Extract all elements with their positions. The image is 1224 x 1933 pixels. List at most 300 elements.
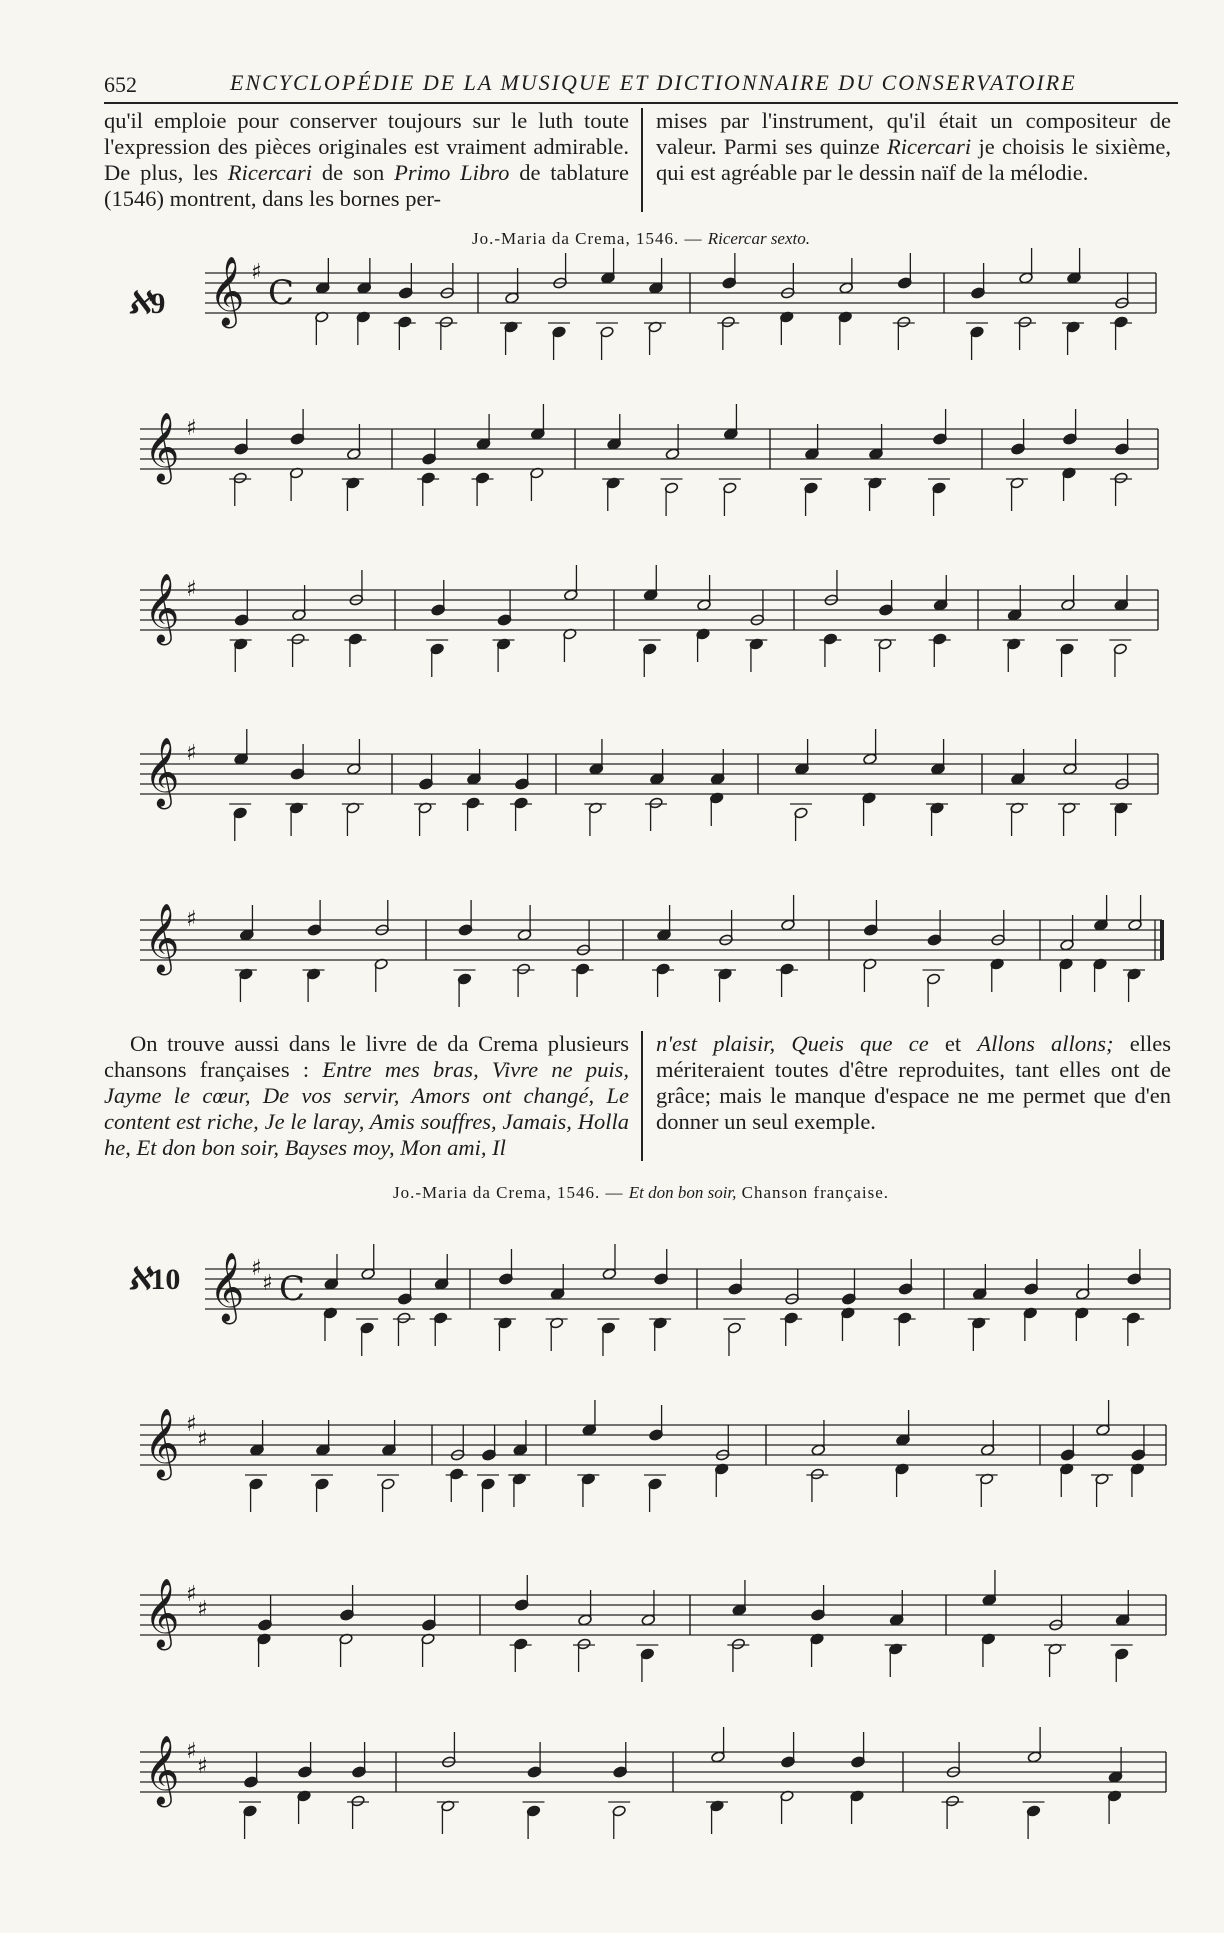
note-head xyxy=(640,1648,654,1660)
note-head xyxy=(613,1766,628,1778)
example-10-caption xyxy=(104,1183,1178,1203)
note-head xyxy=(838,311,852,323)
italic-text: n'est plaisir, Queis que ce xyxy=(656,1031,929,1056)
note-head xyxy=(711,1751,726,1763)
note-head xyxy=(839,282,854,294)
intro-text xyxy=(104,108,1178,212)
note-head xyxy=(516,963,530,975)
note-head xyxy=(324,1278,339,1290)
note-head xyxy=(864,924,879,936)
note-head xyxy=(339,1633,353,1645)
note-head xyxy=(710,1800,724,1812)
note-head xyxy=(575,963,589,975)
note-head xyxy=(780,1790,794,1802)
note-head xyxy=(696,628,710,640)
note-head xyxy=(723,482,737,494)
note-head xyxy=(351,1795,365,1807)
note-head xyxy=(315,311,329,323)
note-head xyxy=(980,1444,995,1456)
note-head xyxy=(851,1756,866,1768)
note-head xyxy=(781,1756,796,1768)
note-head xyxy=(552,326,566,338)
text-run: et xyxy=(928,1031,978,1056)
italic-text: Ricercari xyxy=(887,134,972,159)
treble-clef: 𝄞 xyxy=(144,1578,180,1648)
note-head xyxy=(589,763,604,775)
note-head xyxy=(850,1790,864,1802)
note-head xyxy=(234,614,249,626)
note-head xyxy=(972,1317,986,1329)
note-head xyxy=(612,1805,626,1817)
key-sharp: ♯ xyxy=(186,1739,197,1764)
page-number: 652 xyxy=(104,72,137,97)
key-sharp: ♯ xyxy=(197,1597,208,1622)
chanson-text-right-column xyxy=(643,1031,1171,1161)
note-head xyxy=(564,589,579,601)
caption-title: Ricercar sexto. xyxy=(707,229,810,248)
note-head xyxy=(1115,1614,1130,1626)
note-head xyxy=(239,968,253,980)
note-head xyxy=(517,929,532,941)
note-head xyxy=(869,448,884,460)
note-head xyxy=(292,609,307,621)
note-head xyxy=(576,944,591,956)
note-head xyxy=(550,1288,565,1300)
note-head xyxy=(346,477,360,489)
note-head xyxy=(895,1463,909,1475)
note-head xyxy=(710,792,724,804)
note-head xyxy=(1024,1283,1039,1295)
note-head xyxy=(972,1288,987,1300)
note-head xyxy=(721,316,735,328)
note-head xyxy=(1067,272,1082,284)
note-head xyxy=(715,1449,730,1461)
note-head xyxy=(434,1312,448,1324)
note-head xyxy=(450,1449,465,1461)
page-header xyxy=(104,66,1178,104)
note-head xyxy=(315,1478,329,1490)
note-head xyxy=(649,1429,664,1441)
paragraph xyxy=(104,108,629,212)
note-head xyxy=(643,589,658,601)
note-head xyxy=(361,1268,376,1280)
note-head xyxy=(249,1478,263,1490)
note-head xyxy=(316,1444,331,1456)
key-sharp: ♯ xyxy=(197,1754,208,1779)
note-head xyxy=(1060,1463,1074,1475)
note-head xyxy=(897,316,911,328)
note-head xyxy=(697,599,712,611)
note-head xyxy=(930,802,944,814)
note-head xyxy=(1007,609,1022,621)
note-head xyxy=(243,1805,257,1817)
note-head xyxy=(1093,958,1107,970)
note-head xyxy=(862,792,876,804)
note-head xyxy=(811,1444,826,1456)
note-head xyxy=(421,1633,435,1645)
note-head xyxy=(431,604,446,616)
note-head xyxy=(434,1278,449,1290)
note-head xyxy=(718,968,732,980)
note-head xyxy=(657,929,672,941)
note-head xyxy=(422,453,437,465)
note-head xyxy=(514,1638,528,1650)
note-head xyxy=(1011,773,1026,785)
key-sharp: ♯ xyxy=(186,741,197,766)
treble-clef: 𝄞 xyxy=(144,1735,180,1805)
note-head xyxy=(1066,321,1080,333)
note-head xyxy=(527,1766,542,1778)
note-head xyxy=(863,753,878,765)
note-head xyxy=(933,633,947,645)
note-head xyxy=(514,797,528,809)
note-head xyxy=(290,433,305,445)
note-head xyxy=(374,958,388,970)
note-head xyxy=(805,448,820,460)
note-head xyxy=(810,1633,824,1645)
paragraph xyxy=(656,108,1171,186)
note-head xyxy=(234,753,249,765)
note-head xyxy=(1127,968,1141,980)
treble-clef: 𝄞 xyxy=(209,1252,245,1322)
note-head xyxy=(607,438,622,450)
note-head xyxy=(375,924,390,936)
key-sharp: ♯ xyxy=(262,1271,273,1296)
key-sharp: ♯ xyxy=(186,1412,197,1437)
note-head xyxy=(1094,919,1109,931)
note-head xyxy=(1063,433,1078,445)
note-head xyxy=(649,282,664,294)
note-head xyxy=(722,277,737,289)
note-head xyxy=(504,321,518,333)
note-head xyxy=(515,778,530,790)
note-head xyxy=(240,929,255,941)
example-10-label xyxy=(128,1262,180,1297)
note-head xyxy=(727,1322,741,1334)
note-head xyxy=(1115,778,1130,790)
note-head xyxy=(440,287,455,299)
note-head xyxy=(1023,1307,1037,1319)
note-head xyxy=(971,287,986,299)
note-head xyxy=(811,1609,826,1621)
example-9-label xyxy=(128,286,165,321)
note-head xyxy=(498,1317,512,1329)
note-head xyxy=(1107,1790,1121,1802)
note-head xyxy=(1061,599,1076,611)
note-head xyxy=(1010,802,1024,814)
note-head xyxy=(665,448,680,460)
text-run: elles mériteraient toutes d'être reproduites, tant elles ont de grâce; mais le manque d'espace ne me permet que d'en donner un seul exemple. xyxy=(656,1031,1171,1134)
note-head xyxy=(563,628,577,640)
note-head xyxy=(898,1312,912,1324)
note-head xyxy=(514,1599,529,1611)
note-head xyxy=(467,773,482,785)
text-run: de son xyxy=(312,160,395,185)
note-head xyxy=(1115,297,1130,309)
note-head xyxy=(398,287,413,299)
key-sharp: ♯ xyxy=(251,1256,262,1281)
note-head xyxy=(794,807,808,819)
note-head xyxy=(458,924,473,936)
note-head xyxy=(1011,443,1026,455)
example-symbol: ℵ xyxy=(128,286,151,321)
italic-text: Allons allons; xyxy=(977,1031,1114,1056)
note-head xyxy=(349,594,364,606)
note-head xyxy=(889,1643,903,1655)
note-head xyxy=(457,973,471,985)
example-number: 9 xyxy=(150,287,166,320)
note-head xyxy=(780,287,795,299)
note-head xyxy=(653,1317,667,1329)
note-head xyxy=(602,1268,617,1280)
note-head xyxy=(945,1795,959,1807)
note-head xyxy=(1127,1273,1142,1285)
note-head xyxy=(482,1449,497,1461)
example-symbol: ℵ xyxy=(128,1262,151,1297)
note-head xyxy=(289,467,303,479)
note-head xyxy=(421,472,435,484)
note-head xyxy=(356,311,370,323)
note-head xyxy=(439,316,453,328)
time-signature: C xyxy=(268,273,295,313)
note-head xyxy=(896,1434,911,1446)
note-head xyxy=(931,763,946,775)
note-head xyxy=(348,633,362,645)
note-head xyxy=(898,1283,913,1295)
note-head xyxy=(810,1468,824,1480)
key-sharp: ♯ xyxy=(186,577,197,602)
note-head xyxy=(496,638,510,650)
paragraph xyxy=(656,1031,1171,1135)
note-head xyxy=(823,633,837,645)
note-head xyxy=(526,1805,540,1817)
note-head xyxy=(785,1293,800,1305)
note-head xyxy=(991,934,1006,946)
note-head xyxy=(1114,802,1128,814)
note-head xyxy=(297,1790,311,1802)
note-head xyxy=(381,1478,395,1490)
note-head xyxy=(1027,1751,1042,1763)
note-head xyxy=(1010,477,1024,489)
note-head xyxy=(710,773,725,785)
note-head xyxy=(441,1800,455,1812)
treble-clef: 𝄞 xyxy=(144,737,180,807)
note-head xyxy=(306,968,320,980)
note-head xyxy=(531,428,546,440)
note-head xyxy=(731,1638,745,1650)
note-head xyxy=(654,1273,669,1285)
note-head xyxy=(601,1322,615,1334)
note-head xyxy=(422,1619,437,1631)
key-sharp: ♯ xyxy=(197,1427,208,1452)
note-head xyxy=(466,797,480,809)
note-head xyxy=(1060,643,1074,655)
note-head xyxy=(233,807,247,819)
note-head xyxy=(650,773,665,785)
note-head xyxy=(307,924,322,936)
note-head xyxy=(497,614,512,626)
note-head xyxy=(244,1776,259,1788)
example-9-caption xyxy=(104,229,1178,249)
note-head xyxy=(1063,763,1078,775)
note-head xyxy=(418,802,432,814)
note-head xyxy=(588,802,602,814)
note-head xyxy=(234,638,248,650)
key-sharp: ♯ xyxy=(186,416,197,441)
note-head xyxy=(1115,1648,1129,1660)
caption-attribution: Jo.-Maria da Crema, 1546. — xyxy=(471,229,708,248)
treble-clef: 𝄞 xyxy=(144,903,180,973)
note-head xyxy=(578,1614,593,1626)
caption-title: Et don bon soir, xyxy=(628,1183,737,1202)
note-head xyxy=(980,1473,994,1485)
note-head xyxy=(323,1307,337,1319)
note-head xyxy=(724,428,739,440)
note-head xyxy=(715,1463,729,1475)
note-head xyxy=(291,633,305,645)
note-head xyxy=(581,1473,595,1485)
note-head xyxy=(1128,919,1143,931)
note-head xyxy=(553,277,568,289)
note-head xyxy=(1075,1288,1090,1300)
note-head xyxy=(863,958,877,970)
note-head xyxy=(1130,1463,1144,1475)
note-head xyxy=(347,763,362,775)
note-head xyxy=(476,438,491,450)
paragraph xyxy=(104,1031,629,1161)
note-head xyxy=(505,292,520,304)
note-head xyxy=(795,763,810,775)
italic-text: Entre mes bras, Vivre ne puis, Jayme le cœur, De vos servir, Amors ont changé, Le content est riche, Je le laray, Amis souffres, Jamais, Holla he, Et don bon soir, Bayses moy, Mon ami, Il xyxy=(104,1057,630,1160)
note-head xyxy=(1126,1312,1140,1324)
note-head xyxy=(1131,1449,1146,1461)
note-head xyxy=(649,797,663,809)
note-head xyxy=(512,1473,526,1485)
note-head xyxy=(398,316,412,328)
note-head xyxy=(879,604,894,616)
note-head xyxy=(289,802,303,814)
note-head xyxy=(258,1619,273,1631)
note-head xyxy=(946,1766,961,1778)
note-head xyxy=(450,1468,464,1480)
note-head xyxy=(643,643,657,655)
example-number: 10 xyxy=(150,1263,181,1296)
note-head xyxy=(641,1614,656,1626)
note-head xyxy=(1019,272,1034,284)
note-head xyxy=(475,472,489,484)
note-head xyxy=(250,1444,265,1456)
note-head xyxy=(897,277,912,289)
text-run: qu'il emploie pour conserver toujours sur le luth toute l'expression des pièces originales est vraiment admirable. De plus, les xyxy=(104,108,629,185)
note-head xyxy=(233,472,247,484)
chanson-text xyxy=(104,1031,1178,1161)
running-title: ENCYCLOPÉDIE DE LA MUSIQUE ET DICTIONNAIRE DU CONSERVATOIRE xyxy=(230,70,1077,95)
note-head xyxy=(601,272,616,284)
text-run: de tablature (1546) montrent, dans les bornes per- xyxy=(104,160,629,211)
note-head xyxy=(1108,1771,1123,1783)
note-head xyxy=(749,638,763,650)
note-head xyxy=(1060,1449,1075,1461)
note-head xyxy=(1007,638,1021,650)
note-head xyxy=(728,1283,743,1295)
treble-clef: 𝄞 xyxy=(144,412,180,482)
note-head xyxy=(1062,802,1076,814)
caption-subtitle: Chanson française. xyxy=(736,1183,889,1202)
text-run: mises par l'instrument, qu'il était un compositeur de valeur. Parmi ses quinze xyxy=(656,108,1171,159)
note-head xyxy=(780,311,794,323)
note-head xyxy=(430,643,444,655)
note-head xyxy=(577,1638,591,1650)
intro-text-left-column xyxy=(104,108,643,212)
note-head xyxy=(719,934,734,946)
note-head xyxy=(1114,472,1128,484)
note-head xyxy=(648,321,662,333)
note-head xyxy=(600,326,614,338)
note-head xyxy=(1059,958,1073,970)
note-head xyxy=(842,1293,857,1305)
note-head xyxy=(481,1478,495,1490)
caption-attribution: Jo.-Maria da Crema, 1546. — xyxy=(392,1183,629,1202)
note-head xyxy=(656,963,670,975)
note-head xyxy=(513,1444,528,1456)
text-run: je choisis le sixième, qui est agréable par le dessin naïf de la mélodie. xyxy=(656,134,1171,185)
key-sharp: ♯ xyxy=(251,260,262,285)
note-head xyxy=(397,1312,411,1324)
note-head xyxy=(419,778,434,790)
note-head xyxy=(868,477,882,489)
note-head xyxy=(1114,316,1128,328)
note-head xyxy=(732,1604,747,1616)
note-head xyxy=(780,963,794,975)
note-head xyxy=(234,443,249,455)
note-head xyxy=(1018,316,1032,328)
note-head xyxy=(290,768,305,780)
note-head xyxy=(315,282,330,294)
note-head xyxy=(298,1766,313,1778)
note-head xyxy=(982,1594,997,1606)
treble-clef: 𝄞 xyxy=(209,256,245,326)
note-head xyxy=(841,1307,855,1319)
note-head xyxy=(606,477,620,489)
italic-text: Primo Libro xyxy=(394,160,510,185)
note-head xyxy=(933,433,948,445)
note-head xyxy=(926,973,940,985)
note-head xyxy=(257,1633,271,1645)
note-head xyxy=(664,482,678,494)
chanson-text-left-column xyxy=(104,1031,643,1161)
note-head xyxy=(360,1322,374,1334)
note-head xyxy=(970,326,984,338)
note-head xyxy=(530,467,544,479)
note-head xyxy=(352,1766,367,1778)
note-head xyxy=(1075,1307,1089,1319)
intro-text-right-column xyxy=(643,108,1171,212)
note-head xyxy=(648,1478,662,1490)
note-head xyxy=(784,1312,798,1324)
treble-clef: 𝄞 xyxy=(144,1408,180,1478)
note-head xyxy=(1049,1619,1064,1631)
note-head xyxy=(1095,1473,1109,1485)
italic-text: Ricercari xyxy=(227,160,313,185)
note-head xyxy=(878,638,892,650)
note-head xyxy=(981,1633,995,1645)
note-head xyxy=(442,1756,457,1768)
note-head xyxy=(1048,1643,1062,1655)
note-head xyxy=(1026,1805,1040,1817)
note-head xyxy=(398,1293,413,1305)
note-head xyxy=(499,1273,514,1285)
note-head xyxy=(382,1444,397,1456)
